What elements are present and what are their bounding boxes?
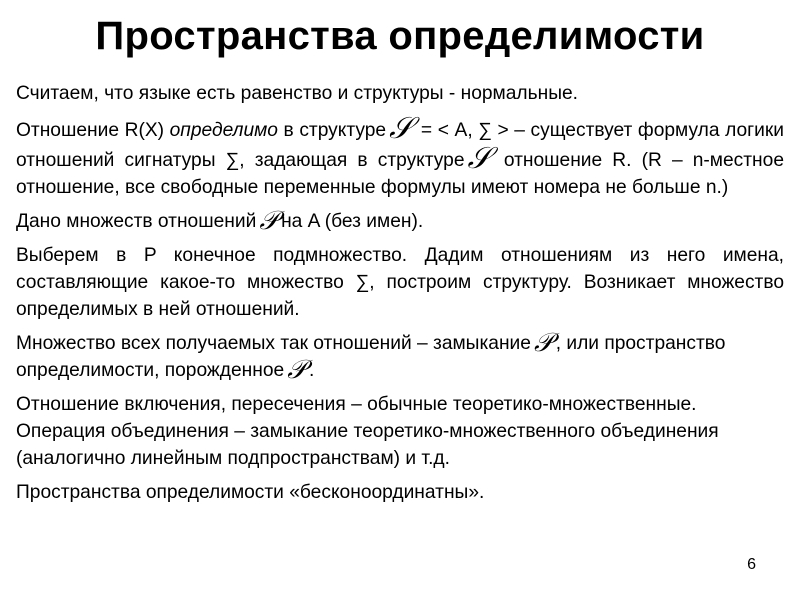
paragraph-closure [16,330,784,384]
structure-symbol: 𝒮 [389,111,413,146]
paragraph-equality: Считаем, что языке есть равенство и структуры - нормальные. [16,83,578,104]
paragraph-finite-subset: Выберем в P конечное подмножество. Дадим отношениям из него имена, составляющие какое-то множество ∑, построим структуру. Возникает множество определимых в ней отношений. [16,245,784,320]
paragraph-operations: Отношение включения, пересечения – обычные теоретико-множественные. Операция объединения – замыкание теоретико-множественного объединения (аналогично линейным подпространствам) и т.д. [16,394,719,469]
page-number: 6 [747,556,756,573]
text-segment: в структуре [277,120,387,141]
text-segment: , или пространство определимости, порожденное [16,333,726,381]
relations-symbol: 𝒫 [259,206,279,236]
text-segment: Множество всех получаемых так отношений – замыкание [16,333,531,354]
text-segment: Дано множеств отношений [16,211,257,232]
structure-symbol: 𝒮 [467,141,491,176]
text-segment: отношение R. (R – n-местное отношение, все свободные переменные формулы имеют номера не больше n.) [16,150,784,198]
slide-body [16,80,784,513]
paragraph-coordinate-free: Пространства определимости «бесконоординатны». [16,482,485,503]
text-segment: . [308,360,315,381]
relations-symbol: 𝒫 [287,355,306,385]
relations-symbol: 𝒫 [533,328,553,358]
text-segment: = < A, ∑ > – существует формула логики отношений сигнатуры ∑, задающая в структуре [16,120,784,171]
text-segment: на A (без имен). [281,211,424,232]
term-definable: определимо [169,120,278,141]
slide-title: Пространства определимости [95,14,705,58]
text-segment: Отношение R(X) [16,120,170,141]
paragraph-definability [16,111,784,201]
paragraph-given-set [16,208,784,235]
